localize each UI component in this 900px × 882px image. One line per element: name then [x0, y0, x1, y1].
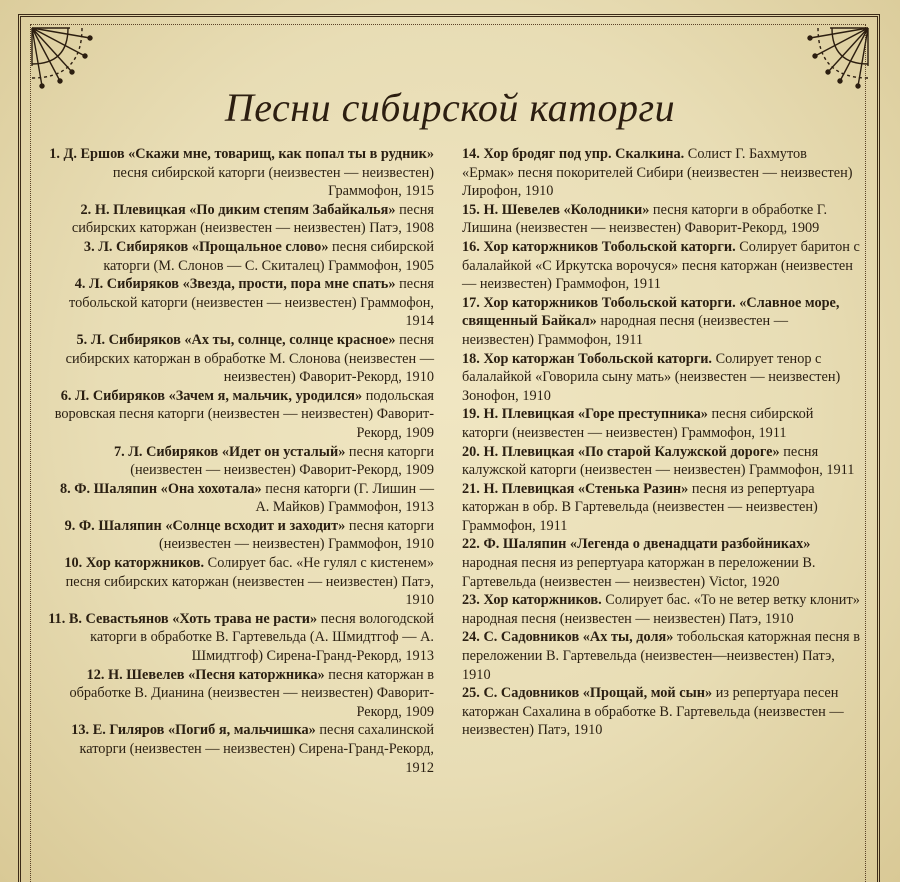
track-entry: 6. Л. Сибиряков «Зачем я, мальчик, уродился» подольская воровская песня каторги (неизвестен — неизвестен) Фаворит-Рекорд, 1909	[54, 387, 434, 441]
track-entry: 10. Хор каторжников. Солирует бас. «Не гулял с кистенем» песня сибирских каторжан (неизвестен — неизвестен) Патэ, 1910	[64, 555, 434, 609]
track-entry: 8. Ф. Шаляпин «Она хохотала» песня каторги (Г. Лишин — А. Майков) Граммофон, 1913	[59, 480, 434, 516]
track-entry: 18. Хор каторжан Тобольской каторги. Солирует тенор с балалайкой «Говорила сыну мать» (неизвестен — неизвестен) Зонофон, 1910	[462, 350, 841, 404]
right-tracklist	[462, 145, 862, 740]
track-entry: 5. Л. Сибиряков «Ах ты, солнце, солнце красное» песня сибирских каторжан в обработке М. Слонова (неизвестен — неизвестен) Фаворит-Рекорд, 1910	[65, 331, 434, 386]
track-entry: 25. С. Садовников «Прощай, мой сын» из репертуара песен каторжан Сахалина в обработке В. Гартевельда (неизвестен — неизвестен) Патэ, 1910	[462, 685, 844, 739]
track-entry: 4. Л. Сибиряков «Звезда, прости, пора мне спать» песня тобольской каторги (неизвестен — неизвестен) Граммофон, 1914	[69, 276, 434, 330]
track-entry: 2. Н. Плевицкая «По диким степям Забайкалья» песня сибирских каторжан (неизвестен — неизвестен) Патэ, 1908	[71, 201, 434, 237]
page-title: Песни сибирской каторги	[224, 85, 676, 130]
track-entry: 11. В. Севастьянов «Хоть трава не расти» песня вологодской каторги в обработке В. Гартевельда (А. Шмидтгоф — А. Шмидтгоф) Сирена-Гранд-Рекорд, 1913	[48, 610, 434, 665]
track-entry: 17. Хор каторжников Тобольской каторги. «Славное море, священный Байкал» народная песня (неизвестен — неизвестен) Граммофон, 1911	[462, 294, 840, 348]
track-entry: 22. Ф. Шаляпин «Легенда о двенадцати разбойниках» народная песня из репертуара каторжан в переложении В. Гартевельда (неизвестен — неизвестен) Victor, 1920	[462, 536, 816, 590]
track-entry: 23. Хор каторжников. Солирует бас. «То не ветер ветку клонит» народная песня (неизвестен — неизвестен) Патэ, 1910	[462, 592, 860, 627]
track-entry: 20. Н. Плевицкая «По старой Калужской дороге» песня калужской каторги (неизвестен — неизвестен) Граммофон, 1911	[462, 443, 855, 479]
track-entry: 7. Л. Сибиряков «Идет он усталый» песня каторги (неизвестен — неизвестен) Фаворит-Рекорд, 1909	[113, 443, 434, 479]
track-entry: 3. Л. Сибиряков «Прощальное слово» песня сибирской каторги (М. Слонов — С. Скиталец) Граммофон, 1905	[83, 238, 434, 274]
track-entry: 9. Ф. Шаляпин «Солнце всходит и заходит» песня каторги (неизвестен — неизвестен) Граммофон, 1910	[64, 517, 434, 553]
track-entry: 24. С. Садовников «Ах ты, доля» тобольская каторжная песня в переложении В. Гартевельда (неизвестен—неизвестен) Патэ, 1910	[462, 629, 860, 683]
track-entry: 13. Е. Гиляров «Погиб я, мальчишка» песня сахалинской каторги (неизвестен — неизвестен) Сирена-Гранд-Рекорд, 1912	[71, 722, 434, 776]
track-entry: 16. Хор каторжников Тобольской каторги. Солирует баритон с балалайкой «С Иркутска ворочуся» песня каторжан (неизвестен — неизвестен) Граммофон, 1911	[462, 238, 860, 293]
track-entry: 14. Хор бродяг под упр. Скалкина. Солист Г. Бахмутов «Ермак» песня покорителей Сибири (неизвестен — неизвестен) Лирофон, 1910	[462, 146, 853, 200]
track-entry: 19. Н. Плевицкая «Горе преступника» песня сибирской каторги (неизвестен — неизвестен) Граммофон, 1911	[462, 406, 814, 441]
track-entry: 21. Н. Плевицкая «Стенька Разин» песня из репертуара каторжан в обр. В Гартевельда (неизвестен — неизвестен) Граммофон, 1911	[462, 480, 818, 534]
track-entry: 12. Н. Шевелев «Песня каторжника» песня каторжан в обработке В. Дианина (неизвестен — неизвестен) Фаворит-Рекорд, 1909	[69, 666, 434, 720]
track-entry: 15. Н. Шевелев «Колодники» песня каторги в обработке Г. Лишина (неизвестен — неизвестен) Фаворит-Рекорд, 1909	[462, 201, 828, 237]
left-tracklist	[48, 145, 434, 777]
track-entry: 1. Д. Ершов «Скажи мне, товарищ, как попал ты в рудник» песня сибирской каторги (неизвестен — неизвестен) Граммофон, 1915	[49, 146, 434, 200]
